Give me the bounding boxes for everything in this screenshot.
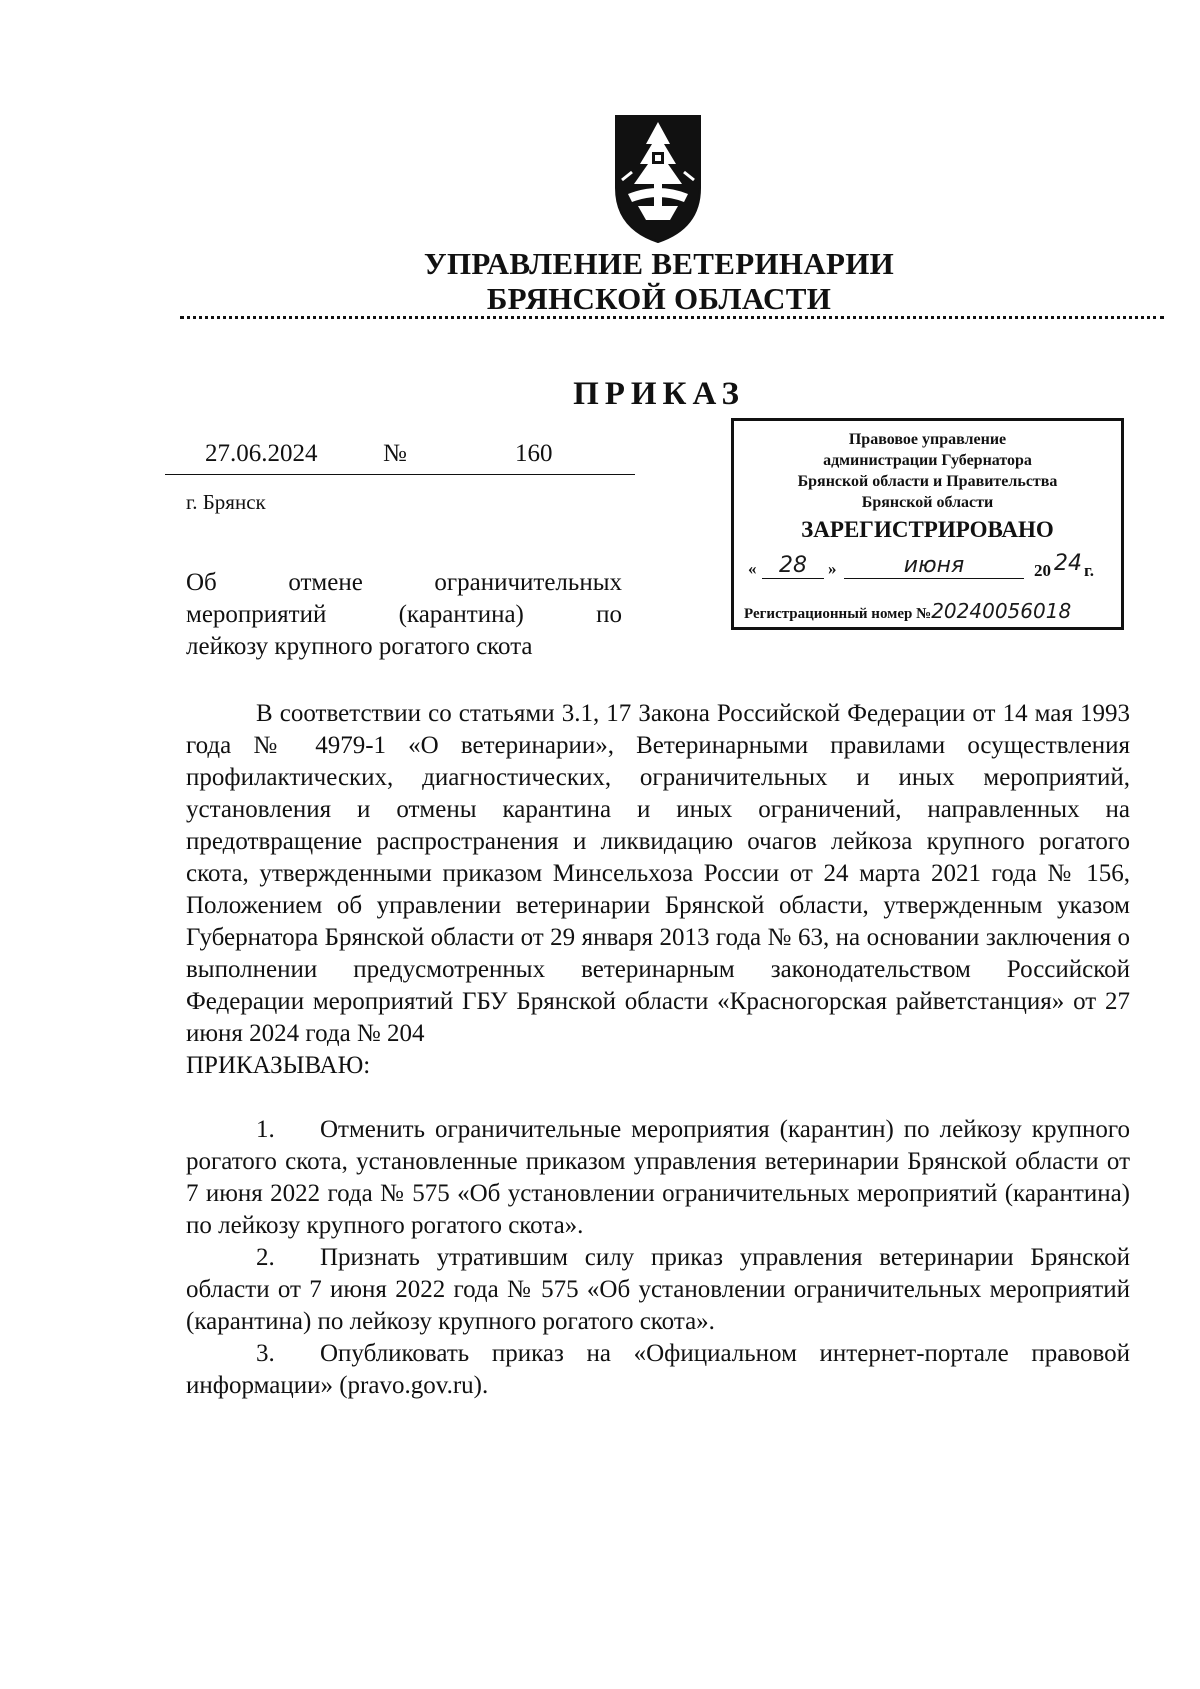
order-item-number: 2. [256,1244,275,1271]
number-sign: № [383,440,407,467]
org-name-line1: УПРАВЛЕНИЕ ВЕТЕРИНАРИИ [423,246,895,281]
stamp-year-suffix: 24 [1054,551,1082,576]
registration-stamp [731,418,1124,630]
subject-line: мероприятий (карантина) по [186,601,622,628]
order-item-text: Опубликовать приказ на «Официальном интернет-портале правовой информации» (pravo.gov.ru). [186,1340,1130,1399]
stamp-line: Брянской области и Правительства [797,473,1058,490]
document-body [186,698,1130,1402]
document-title: ПРИКАЗ [573,376,745,412]
reg-number: 20240056018 [931,599,1072,623]
order-item-text: Признать утратившим силу приказ управления ветеринарии Брянской области от 7 июня 2022 года № 575 «Об установлении ограничительных мероприятий (карантина) по лейкозу крупного рогатого скота». [186,1244,1130,1335]
document-subject [186,567,622,663]
stamp-registration-number [744,599,1071,623]
order-item-text: Отменить ограничительные мероприятия (карантин) по лейкозу крупного рогатого скота, установленные приказом управления ветеринарии Брянской области от 7 июня 2022 года № 575 «Об установлении ограничительных мероприятий (карантина) по лейкозу крупного рогатого скота». [186,1116,1130,1239]
coat-of-arms-bryansk-icon [608,110,708,245]
stamp-line: Правовое управление [848,431,1007,448]
order-item [186,1114,1130,1242]
stamp-day: 28 [762,553,824,579]
subject-line: Об отмене ограничительных [186,569,622,596]
stamp-month: июня [844,553,1024,579]
stamp-date-line: « 28 » июня 20 24 г. [748,551,1095,580]
stamp-line: администрации Губернатора [823,452,1032,469]
date-number-line [165,440,635,475]
subject-line: лейкозу крупного рогатого скота [186,633,533,660]
org-name-line2: БРЯНСКОЙ ОБЛАСТИ [486,281,832,316]
preamble-paragraph: В соответствии со статьями 3.1, 17 Закона Российской Федерации от 14 мая 1993 года № 4979-1 «О ветеринарии», Ветеринарными правилами осуществления профилактических, диагностических, ограничительных и иных мероприятий, установления и отмены карантина и иных ограничений, направленных на предотвращение распространения и ликвидацию очагов лейкоза крупного рогатого скота, утвержденными приказом Минсельхоза России от 24 марта 2021 года № 156, Положением об управлении ветеринарии Брянской области, утвержденным указом Губернатора Брянской области от 29 января 2013 года № 63, на основании заключения о выполнении предусмотренных ветеринарным законодательством Российской Федерации мероприятий ГБУ Брянской области «Красногорская райветстанция» от 27 июня 2024 года № 204 [186,700,1130,1047]
document-number: 160 [515,440,553,467]
document-date: 27.06.2024 [205,440,318,467]
order-word: ПРИКАЗЫВАЮ: [186,1052,371,1079]
stamp-status: ЗАРЕГИСТРИРОВАНО [801,517,1054,542]
stamp-year-unit: г. [1084,561,1095,580]
reg-label: Регистрационный номер № [744,606,932,622]
order-item-number: 1. [256,1116,275,1143]
stamp-line: Брянской области [861,494,994,511]
order-item [186,1242,1130,1338]
order-item-number: 3. [256,1340,275,1367]
stamp-year-prefix: 20 [1034,561,1051,580]
order-item [186,1338,1130,1402]
header-divider [180,316,1164,319]
city: г. Брянск [186,490,266,514]
